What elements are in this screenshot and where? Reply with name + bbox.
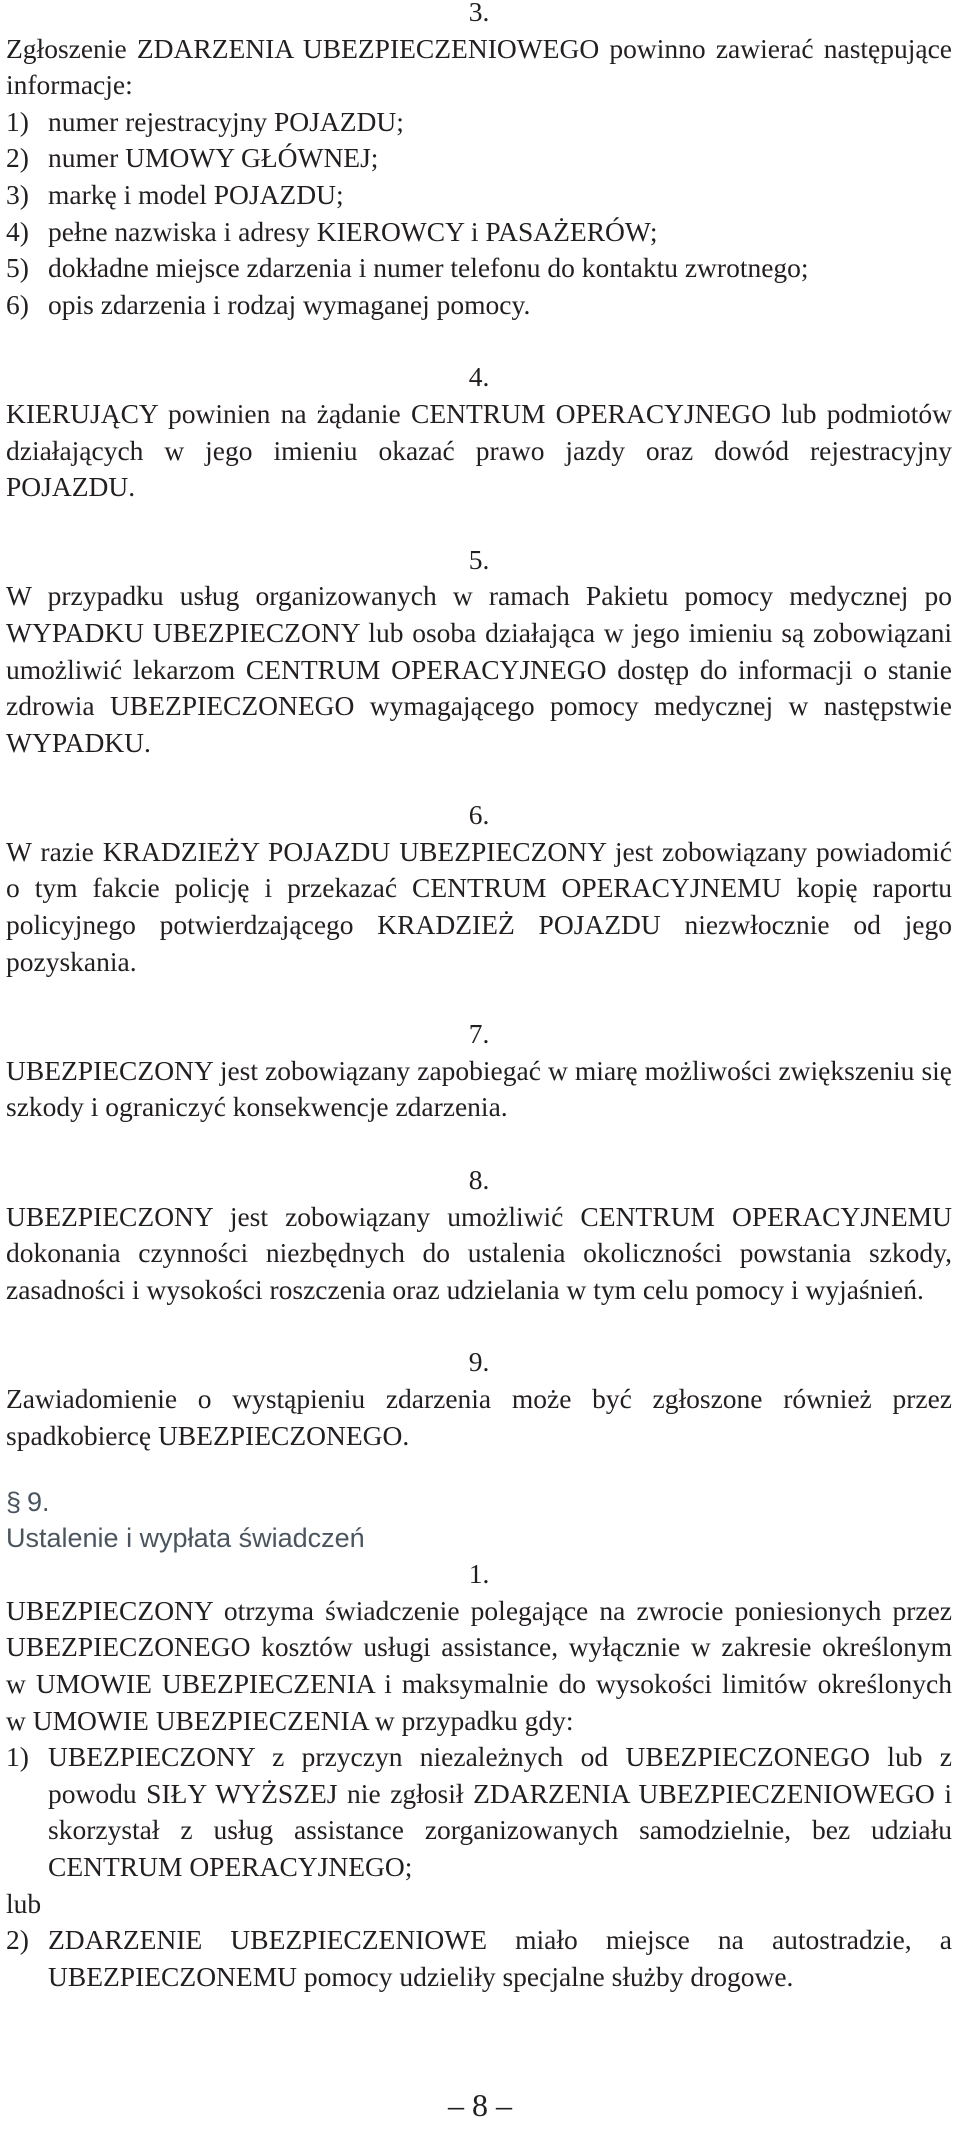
page-number: – 8 – (448, 2087, 512, 2123)
item-text: Zgłoszenie ZDARZENIA UBEZPIECZENIOWEGO powinno zawierać następujące informacje: (6, 32, 952, 101)
section-symbol: § (6, 1487, 22, 1518)
section-title: Ustalenie i wypłata świadczeń (6, 1523, 365, 1554)
list-number: 6) (6, 288, 29, 320)
item-number: 8. (468, 1164, 490, 1196)
item-number: 5. (468, 543, 490, 575)
item-text: Zawiadomienie o wystąpieniu zdarzenia może być zgłoszone również przez spadkobiercę UBEZPIECZONEGO. (6, 1383, 952, 1451)
list-text: dokładne miejsce zdarzenia i numer telefonu do kontaktu zwrotnego; (48, 252, 809, 284)
item-number: 3. (468, 0, 490, 27)
list-number: 3) (6, 178, 29, 210)
list-connector: lub (6, 1887, 42, 1919)
text-column (6, 0, 952, 1995)
item-text: UBEZPIECZONY jest zobowiązany umożliwić CENTRUM OPERACYJNEMU dokonania czynności niezbędnych do ustalenia okoliczności powstania szkody, zasadności i wysokości roszczenia oraz udzielania w tym celu pomocy i wyjaśnień. (6, 1200, 952, 1305)
list-text: numer UMOWY GŁÓWNEJ; (48, 142, 379, 174)
list-text: ZDARZENIE UBEZPIECZENIOWE miało miejsce na autostradzie, a UBEZPIECZONEMU pomocy udzieliły specjalne służby drogowe. (48, 1924, 952, 1992)
item-text: UBEZPIECZONY jest zobowiązany zapobiegać w miarę możliwości zwiększeniu się szkody i ograniczyć konsekwencje zdarzenia. (6, 1054, 952, 1123)
list-number: 1) (6, 1741, 29, 1773)
list-item (6, 1739, 952, 1885)
list-number: 1) (6, 105, 29, 137)
list-item (6, 140, 952, 177)
list-number: 4) (6, 215, 29, 247)
list-item (6, 177, 952, 214)
list-item (6, 1922, 952, 1995)
list-number: 2) (6, 142, 29, 174)
item-number: 9. (468, 1346, 490, 1378)
list-text: numer rejestracyjny POJAZDU; (48, 105, 404, 137)
item-text: W przypadku usług organizowanych w ramach Pakietu pomocy medycznej po WYPADKU UBEZPIECZONY lub osoba działająca w jego imieniu są zobowiązani umożliwić lekarzom CENTRUM OPERACYJNEGO dostęp do informacji o stanie zdrowia UBEZPIECZONEGO wymagającego pomocy medycznej w następstwie WYPADKU. (6, 580, 952, 758)
item-text: KIERUJĄCY powinien na żądanie CENTRUM OPERACYJNEGO lub podmiotów działających w jego imieniu okazać prawo jazdy oraz dowód rejestracyjny POJAZDU. (6, 397, 952, 503)
list-text: markę i model POJAZDU; (48, 178, 344, 210)
list-item (6, 104, 952, 141)
list-text: pełne nazwiska i adresy KIEROWCY i PASAŻERÓW; (48, 215, 658, 247)
list-item (6, 287, 952, 324)
section-number: 9. (27, 1487, 50, 1518)
item-number: 7. (468, 1018, 490, 1050)
list-text: opis zdarzenia i rodzaj wymaganej pomocy. (48, 288, 531, 320)
item-number: 4. (468, 361, 490, 393)
item-text: W razie KRADZIEŻY POJAZDU UBEZPIECZONY jest zobowiązany powiadomić o tym fakcie policję i przekazać CENTRUM OPERACYJNEMU kopię raportu policyjnego potwierdzającego KRADZIEŻ POJAZDU niezwłocznie od jego pozyskania. (6, 835, 952, 977)
list-number: 2) (6, 1924, 29, 1956)
list-text: UBEZPIECZONY z przyczyn niezależnych od UBEZPIECZONEGO lub z powodu SIŁY WYŻSZEJ nie zgłosił ZDARZENIA UBEZPIECZENIOWEGO i skorzystał z usług assistance zorganizowanych samodzielnie, bez udziału CENTRUM OPERACYJNEGO; (48, 1741, 952, 1882)
list-number: 5) (6, 252, 29, 284)
section-heading (6, 1484, 952, 1520)
item-text: UBEZPIECZONY otrzyma świadczenie polegające na zwrocie poniesionych przez UBEZPIECZONEGO kosztów usługi assistance, wyłącznie w zakresie określonym w UMOWIE UBEZPIECZENIA i maksymalnie do wysokości limitów określonych w UMOWIE UBEZPIECZENIA w przypadku gdy: (6, 1594, 952, 1736)
item-number: 6. (468, 799, 490, 831)
item-number: 1. (468, 1558, 490, 1590)
list-item (6, 250, 952, 287)
list-item (6, 214, 952, 251)
